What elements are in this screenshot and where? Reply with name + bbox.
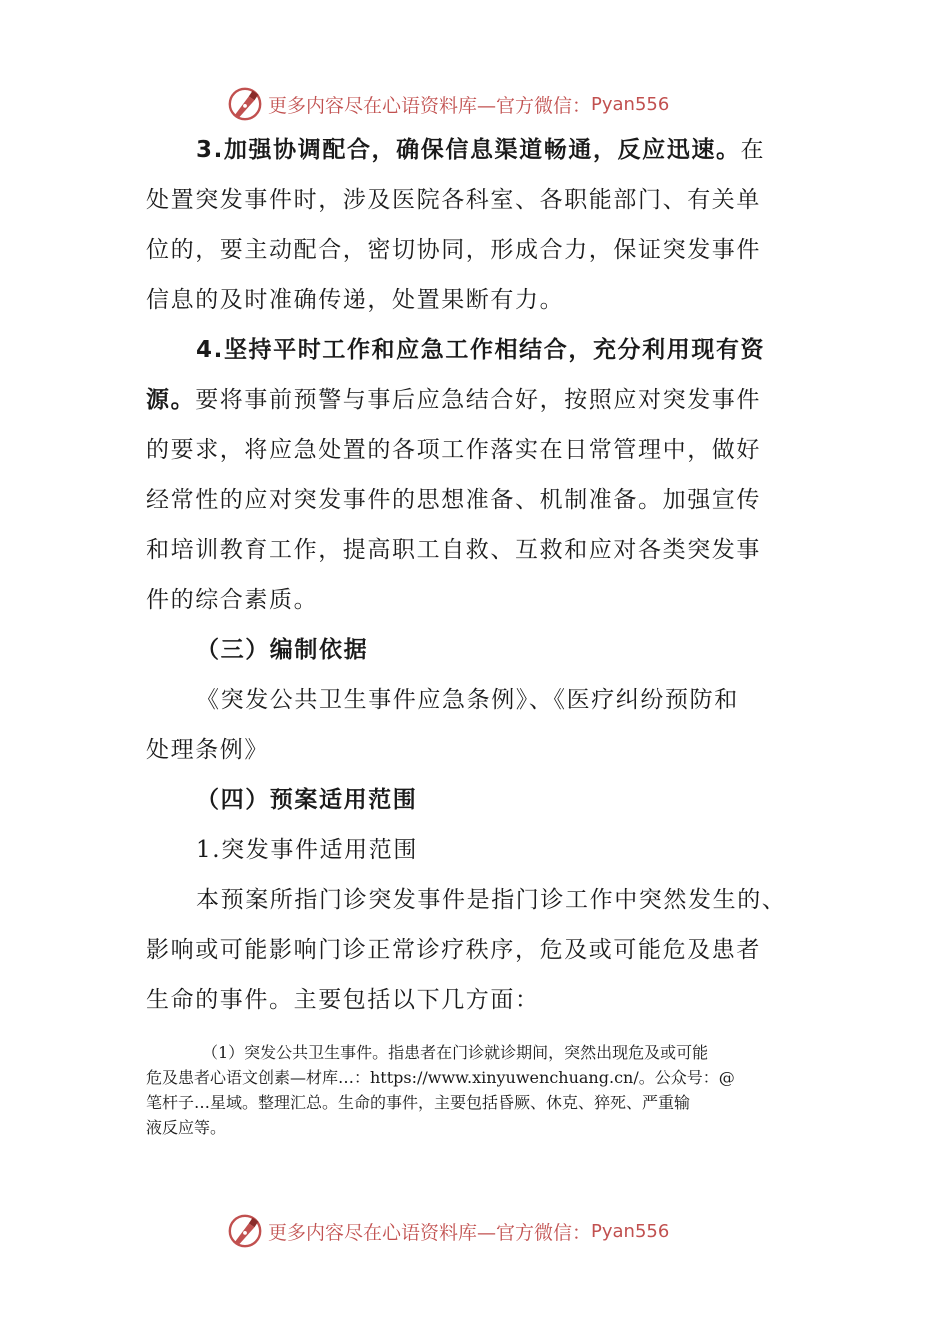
body-text: 处置突发事件时，涉及医院各科室、各职能部门、有关单 <box>146 187 761 213</box>
bold-heading-text: （四）预案适用范围 <box>196 787 418 813</box>
body-text: 生命的事件。主要包括以下几方面： <box>146 987 540 1013</box>
paragraph-line <box>146 975 540 1025</box>
paragraph-line <box>146 575 318 625</box>
footer-banner <box>226 1211 746 1251</box>
banner-text: 更多内容尽在心语资料库—官方微信： <box>268 94 592 117</box>
pen-nib-logo-icon <box>226 85 264 123</box>
paragraph-line <box>146 425 761 475</box>
paragraph-line <box>146 525 761 575</box>
bold-heading-text: （三）编制依据 <box>196 637 369 663</box>
paragraph-line <box>196 825 418 875</box>
footnote-line: （1）突发公共卫生事件。指患者在门诊就诊期间，突然出现危及或可能 <box>202 1043 709 1062</box>
bold-heading-text: 源。 <box>146 387 196 413</box>
body-text: 和培训教育工作，提高职工自救、互救和应对各类突发事 <box>146 537 761 563</box>
paragraph-line <box>146 725 269 775</box>
paragraph-line <box>146 475 761 525</box>
banner-wechat-id: Pyan556 <box>591 93 670 115</box>
paragraph-line <box>146 175 761 225</box>
footnote-line: 笔杆子…星域。整理汇总。生命的事件，主要包括昏厥、休克、猝死、严重输 <box>146 1093 691 1112</box>
bold-heading-text: 4.坚持平时工作和应急工作相结合，充分利用现有资 <box>196 337 766 363</box>
footnote-line: 液反应等。 <box>146 1118 227 1137</box>
body-text: 要将事前预警与事后应急结合好，按照应对突发事件 <box>195 387 762 413</box>
body-text: 在 <box>740 137 766 163</box>
paragraph-line <box>196 775 417 825</box>
paragraph-line <box>196 675 739 725</box>
body-text: 的要求，将应急处置的各项工作落实在日常管理中，做好 <box>146 437 761 463</box>
banner-text: 更多内容尽在心语资料库—官方微信： <box>268 1221 592 1244</box>
banner-wechat-id: Pyan556 <box>591 1220 670 1242</box>
paragraph-line <box>196 125 765 175</box>
body-text: 影响或可能影响门诊正常诊疗秩序，危及或可能危及患者 <box>146 937 761 963</box>
paragraph-line <box>196 875 786 925</box>
body-text: 《突发公共卫生事件应急条例》、《医疗纠纷预防和 <box>196 687 739 713</box>
body-text: 处理条例》 <box>146 737 269 763</box>
body-text: 信息的及时准确传递，处置果断有力。 <box>146 287 565 313</box>
paragraph-line <box>196 325 765 375</box>
body-text: 本预案所指门诊突发事件是指门诊工作中突然发生的、 <box>196 887 787 913</box>
pen-nib-logo-icon <box>226 1212 264 1250</box>
bold-heading-text: 3.加强协调配合，确保信息渠道畅通，反应迅速。 <box>196 137 741 163</box>
paragraph-line <box>146 275 564 325</box>
paragraph-line <box>196 625 368 675</box>
paragraph-line <box>146 375 761 425</box>
body-text: 位的，要主动配合，密切协同，形成合力，保证突发事件 <box>146 237 761 263</box>
body-text: 件的综合素质。 <box>146 587 319 613</box>
header-banner <box>226 84 746 124</box>
footnote-line: 危及患者心语文创素—材库…：https://www.xinyuwenchuang.cn/。公众号：@ <box>146 1068 735 1087</box>
body-text: 经常性的应对突发事件的思想准备、机制准备。加强宣传 <box>146 487 761 513</box>
paragraph-line <box>146 925 761 975</box>
body-text: 1.突发事件适用范围 <box>196 837 418 863</box>
paragraph-line <box>146 225 761 275</box>
